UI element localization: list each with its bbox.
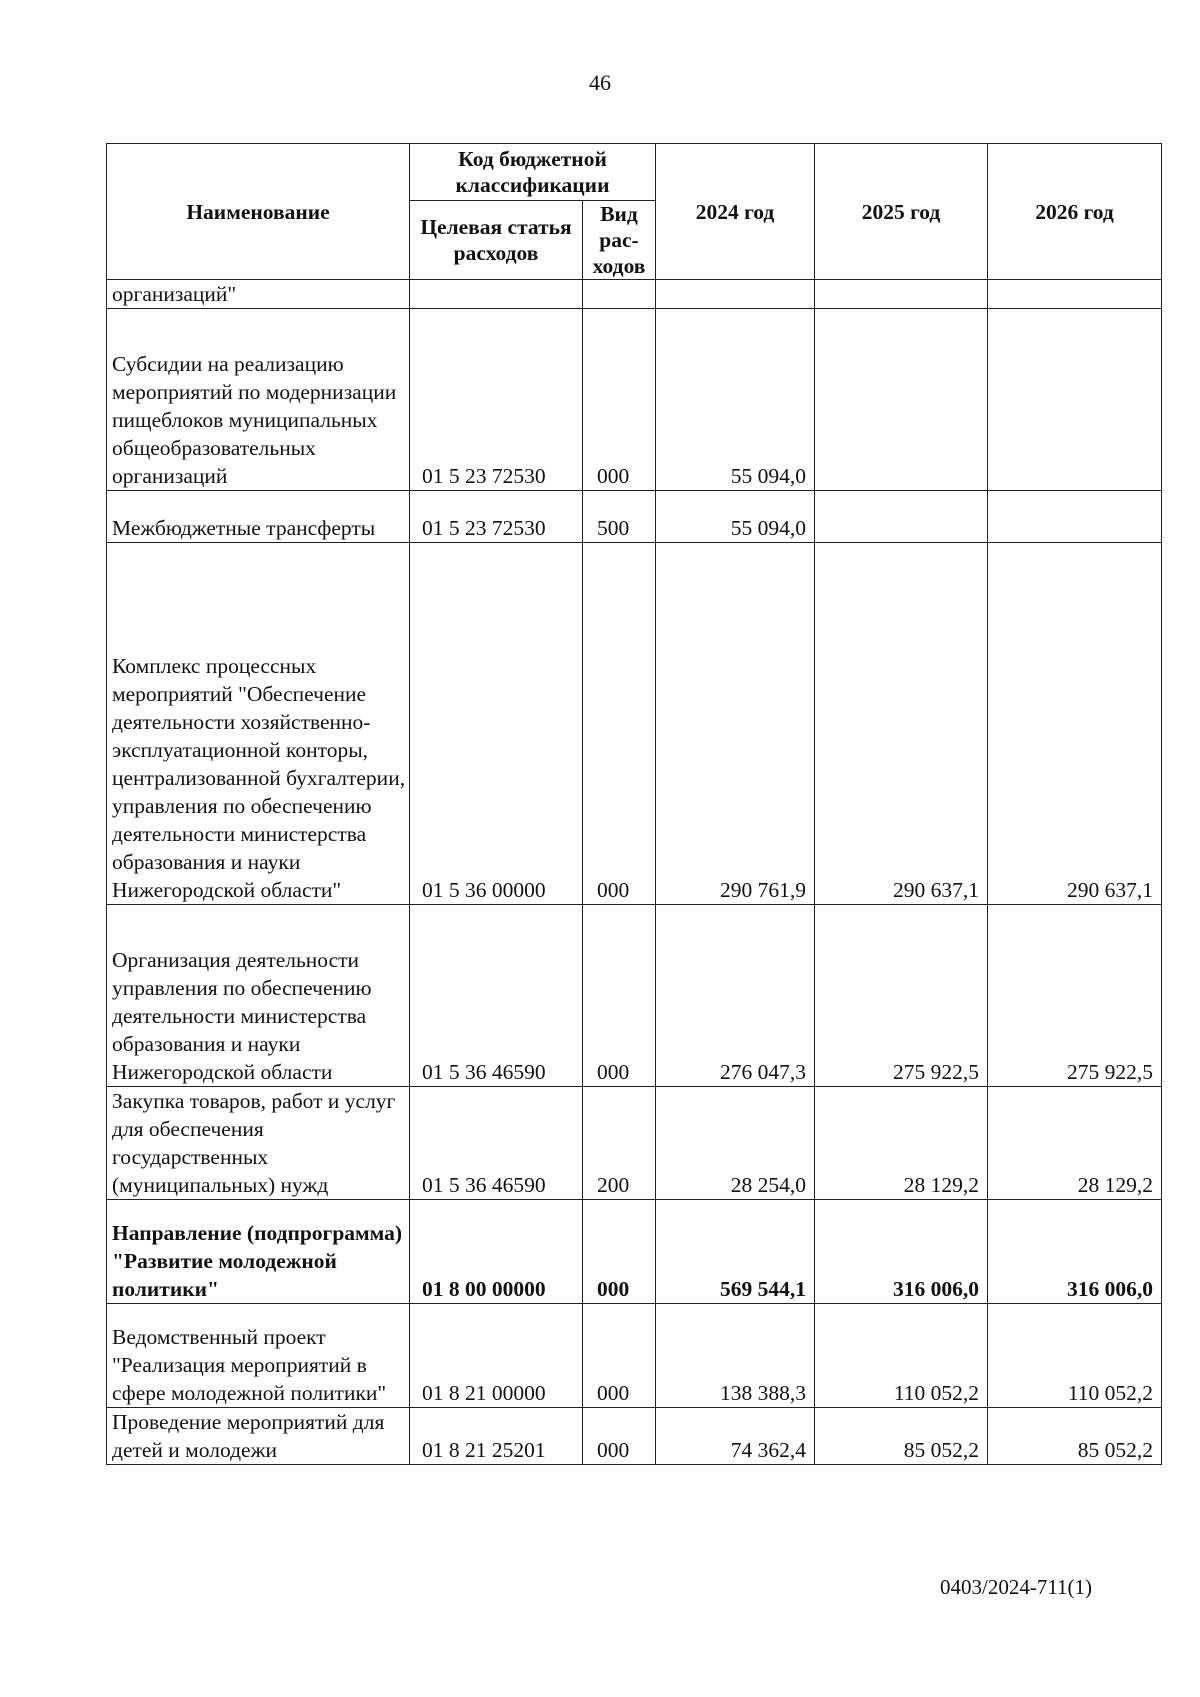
row-target-article (410, 280, 583, 309)
table-row (107, 309, 1162, 491)
row-name: Направление (подпрограмма) "Развитие молодежной политики" (107, 1200, 410, 1304)
row-value-2024: 569 544,1 (656, 1200, 815, 1304)
row-value-2025 (815, 309, 988, 491)
row-value-2024: 138 388,3 (656, 1304, 815, 1408)
row-value-2024: 276 047,3 (656, 905, 815, 1087)
row-expense-type: 000 (583, 1304, 656, 1408)
row-value-2025: 85 052,2 (815, 1408, 988, 1465)
row-name: организаций" (107, 280, 410, 309)
row-value-2025: 28 129,2 (815, 1087, 988, 1200)
row-target-article: 01 8 21 25201 (410, 1408, 583, 1465)
table-row (107, 491, 1162, 543)
row-name: Комплекс процессных мероприятий "Обеспечение деятельности хозяйственно-эксплуатационной конторы, централизованной бухгалтерии, управления по обеспечению деятельности министерства образования и науки Нижегородской области" (107, 543, 410, 905)
row-value-2024 (656, 280, 815, 309)
header-expense-type: Вид рас-ходов (583, 201, 656, 280)
table-row (107, 905, 1162, 1087)
row-target-article: 01 8 00 00000 (410, 1200, 583, 1304)
row-expense-type: 000 (583, 1200, 656, 1304)
row-expense-type (583, 280, 656, 309)
row-value-2026: 316 006,0 (988, 1200, 1162, 1304)
row-value-2025: 275 922,5 (815, 905, 988, 1087)
row-expense-type: 000 (583, 1408, 656, 1465)
row-value-2024: 55 094,0 (656, 309, 815, 491)
row-value-2026: 110 052,2 (988, 1304, 1162, 1408)
table-row (107, 1408, 1162, 1465)
row-value-2025 (815, 280, 988, 309)
row-name: Ведомственный проект "Реализация мероприятий в сфере молодежной политики" (107, 1304, 410, 1408)
row-value-2024: 28 254,0 (656, 1087, 815, 1200)
row-target-article: 01 5 23 72530 (410, 491, 583, 543)
row-value-2026 (988, 491, 1162, 543)
header-year-2026: 2026 год (988, 144, 1162, 280)
row-target-article: 01 5 23 72530 (410, 309, 583, 491)
row-target-article: 01 8 21 00000 (410, 1304, 583, 1408)
row-name: Организация деятельности управления по обеспечению деятельности министерства образования и науки Нижегородской области (107, 905, 410, 1087)
document-id: 0403/2024-711(1) (940, 1575, 1093, 1599)
row-value-2025: 316 006,0 (815, 1200, 988, 1304)
row-name: Субсидии на реализацию мероприятий по модернизации пищеблоков муниципальных общеобразовательных организаций (107, 309, 410, 491)
row-target-article: 01 5 36 46590 (410, 1087, 583, 1200)
row-value-2026 (988, 280, 1162, 309)
header-code-group: Код бюджетной классификации (410, 144, 656, 201)
row-expense-type: 000 (583, 543, 656, 905)
row-name: Проведение мероприятий для детей и молодежи (107, 1408, 410, 1465)
table-row (107, 1087, 1162, 1200)
table-header (107, 144, 1162, 280)
table-row (107, 280, 1162, 309)
table-body (107, 280, 1162, 1465)
row-name: Закупка товаров, работ и услуг для обеспечения государственных (муниципальных) нужд (107, 1087, 410, 1200)
row-expense-type: 000 (583, 309, 656, 491)
row-target-article: 01 5 36 46590 (410, 905, 583, 1087)
row-value-2025 (815, 491, 988, 543)
header-year-2024: 2024 год (656, 144, 815, 280)
header-year-2025: 2025 год (815, 144, 988, 280)
row-value-2026: 275 922,5 (988, 905, 1162, 1087)
table-row (107, 1200, 1162, 1304)
page-number: 46 (589, 70, 611, 95)
row-expense-type: 000 (583, 905, 656, 1087)
table-row (107, 1304, 1162, 1408)
row-expense-type: 200 (583, 1087, 656, 1200)
row-value-2026: 28 129,2 (988, 1087, 1162, 1200)
table-row (107, 543, 1162, 905)
header-name: Наименование (107, 144, 410, 280)
row-value-2024: 290 761,9 (656, 543, 815, 905)
row-value-2025: 110 052,2 (815, 1304, 988, 1408)
row-target-article: 01 5 36 00000 (410, 543, 583, 905)
row-expense-type: 500 (583, 491, 656, 543)
row-name: Межбюджетные трансферты (107, 491, 410, 543)
row-value-2024: 55 094,0 (656, 491, 815, 543)
row-value-2024: 74 362,4 (656, 1408, 815, 1465)
budget-table (106, 143, 1162, 1465)
row-value-2026 (988, 309, 1162, 491)
row-value-2026: 290 637,1 (988, 543, 1162, 905)
header-target-article: Целевая статья расходов (410, 201, 583, 280)
row-value-2025: 290 637,1 (815, 543, 988, 905)
row-value-2026: 85 052,2 (988, 1408, 1162, 1465)
